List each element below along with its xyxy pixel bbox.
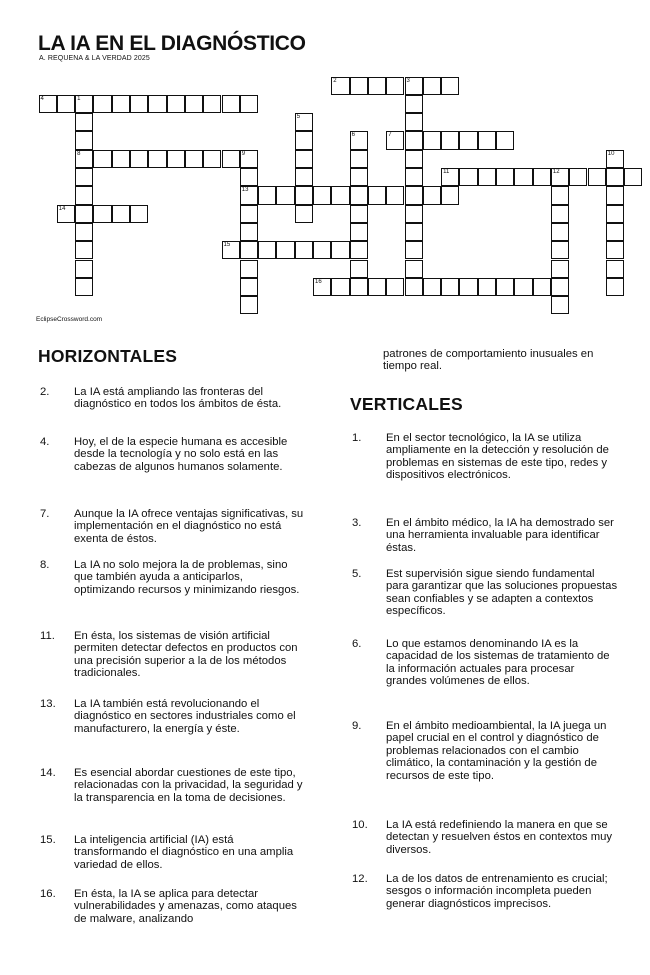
grid-cell[interactable] — [606, 168, 624, 186]
grid-cell[interactable] — [203, 150, 221, 168]
grid-cell[interactable] — [551, 205, 569, 223]
grid-cell[interactable] — [405, 223, 423, 241]
grid-cell[interactable] — [130, 205, 148, 223]
grid-cell[interactable] — [222, 150, 240, 168]
grid-cell[interactable] — [331, 241, 349, 259]
grid-cell[interactable] — [496, 131, 514, 149]
grid-cell[interactable] — [368, 77, 386, 95]
grid-cell[interactable] — [295, 168, 313, 186]
grid-cell[interactable] — [386, 77, 404, 95]
grid-cell[interactable] — [368, 186, 386, 204]
grid-cell[interactable] — [93, 150, 111, 168]
grid-cell[interactable] — [203, 95, 221, 113]
grid-cell[interactable] — [606, 260, 624, 278]
grid-cell[interactable] — [478, 131, 496, 149]
clue-number: 6. — [352, 638, 362, 650]
grid-cell[interactable] — [606, 223, 624, 241]
clue-text: La IA está ampliando las fronteras del diagnóstico en todos los ámbitos de ésta. — [74, 386, 282, 411]
grid-cell[interactable] — [386, 131, 404, 149]
grid-cell[interactable] — [75, 168, 93, 186]
grid-cell[interactable] — [75, 223, 93, 241]
grid-cell[interactable] — [496, 168, 514, 186]
grid-cell[interactable] — [295, 131, 313, 149]
grid-cell[interactable] — [240, 95, 258, 113]
cell-number: 10 — [607, 150, 615, 157]
grid-cell[interactable] — [130, 95, 148, 113]
grid-cell[interactable] — [405, 278, 423, 296]
clue-number: 10. — [352, 819, 368, 831]
grid-cell[interactable] — [551, 260, 569, 278]
clue-text: Hoy, el de la especie humana es accesible desde la tecnología y no solo está en las cabezas de algunos humanos solamente. — [74, 436, 288, 473]
grid-cell[interactable] — [405, 131, 423, 149]
clue-number: 4. — [40, 436, 50, 448]
cell-number: 14 — [58, 205, 66, 212]
grid-cell[interactable] — [295, 205, 313, 223]
grid-cell[interactable] — [75, 186, 93, 204]
clue-number: 12. — [352, 873, 368, 885]
clue-number: 3. — [352, 517, 362, 529]
cell-number: 7 — [388, 132, 392, 139]
grid-cell[interactable] — [551, 168, 569, 186]
grid-cell[interactable] — [350, 150, 368, 168]
grid-cell[interactable] — [405, 168, 423, 186]
clue-number: 13. — [40, 698, 56, 710]
grid-cell[interactable] — [405, 260, 423, 278]
grid-cell[interactable] — [112, 95, 130, 113]
grid-cell[interactable] — [350, 205, 368, 223]
grid-cell[interactable] — [606, 205, 624, 223]
grid-cell[interactable] — [405, 77, 423, 95]
grid-cell[interactable] — [313, 278, 331, 296]
cell-number: 9 — [241, 150, 246, 157]
grid-cell[interactable] — [295, 150, 313, 168]
cell-number: 15 — [223, 242, 231, 249]
grid-cell[interactable] — [240, 168, 258, 186]
clue-text: En ésta, la IA se aplica para detectar vulnerabilidades y amenazas, como ataques de malware, analizando — [74, 888, 297, 925]
clue-text: Es esencial abordar cuestiones de este tipo, relacionadas con la privacidad, la seguridad y la transparencia en la toma de decisiones. — [74, 767, 303, 804]
clue-text: La inteligencia artificial (IA) está transformando el diagnóstico en una amplia variedad de ellos. — [74, 834, 294, 871]
grid-cell[interactable] — [295, 113, 313, 131]
grid-cell[interactable] — [331, 278, 349, 296]
down-heading: VERTICALES — [350, 394, 463, 414]
grid-cell[interactable] — [533, 168, 551, 186]
cell-number: 4 — [40, 95, 44, 102]
grid-cell[interactable] — [423, 278, 441, 296]
grid-cell[interactable] — [258, 186, 276, 204]
grid-cell[interactable] — [148, 150, 166, 168]
grid-cell[interactable] — [295, 186, 313, 204]
grid-cell[interactable] — [405, 205, 423, 223]
grid-cell[interactable] — [350, 278, 368, 296]
grid-cell[interactable] — [606, 150, 624, 168]
grid-cell[interactable] — [222, 95, 240, 113]
grid-cell[interactable] — [405, 241, 423, 259]
clue-text: Lo que estamos denominando IA es la capacidad de los sistemas de tratamiento de la información actuales para procesar grandes volúmenes de ellos. — [386, 638, 610, 688]
clue-text: En ésta, los sistemas de visión artificial permiten detectar defectos en productos con una precisión superior a la de los métodos tradicionales. — [74, 630, 298, 680]
grid-cell[interactable] — [112, 205, 130, 223]
grid-cell[interactable] — [75, 131, 93, 149]
grid-cell[interactable] — [295, 241, 313, 259]
grid-cell[interactable] — [405, 150, 423, 168]
grid-cell[interactable] — [551, 223, 569, 241]
puzzle-subtitle: A. REQUENA & LA VERDAD 2025 — [39, 55, 150, 62]
grid-cell[interactable] — [441, 168, 459, 186]
clue-text: Aunque la IA ofrece ventajas significativas, su implementación en el diagnóstico no está exenta de éstos. — [74, 508, 304, 545]
cell-number: 3 — [406, 77, 410, 84]
clue-number: 11. — [40, 630, 55, 642]
grid-cell[interactable] — [588, 168, 606, 186]
grid-cell[interactable] — [350, 186, 368, 204]
grid-cell[interactable] — [57, 95, 75, 113]
grid-cell[interactable] — [331, 186, 349, 204]
grid-cell[interactable] — [551, 296, 569, 314]
grid-cell[interactable] — [350, 223, 368, 241]
grid-cell[interactable] — [75, 150, 93, 168]
grid-cell[interactable] — [533, 278, 551, 296]
grid-cell[interactable] — [478, 278, 496, 296]
grid-cell[interactable] — [75, 278, 93, 296]
grid-cell[interactable] — [386, 278, 404, 296]
grid-cell[interactable] — [185, 150, 203, 168]
grid-cell[interactable] — [350, 131, 368, 149]
grid-cell[interactable] — [240, 296, 258, 314]
grid-cell[interactable] — [350, 260, 368, 278]
grid-cell[interactable] — [459, 168, 477, 186]
grid-cell[interactable] — [441, 278, 459, 296]
grid-cell[interactable] — [75, 113, 93, 131]
grid-cell[interactable] — [551, 241, 569, 259]
grid-cell[interactable] — [167, 95, 185, 113]
grid-cell[interactable] — [331, 77, 349, 95]
grid-cell[interactable] — [240, 186, 258, 204]
clue-text: En el ámbito médico, la IA ha demostrado ser una herramienta invaluable para identificar éstas. — [386, 517, 614, 554]
grid-cell[interactable] — [130, 150, 148, 168]
grid-cell[interactable] — [240, 260, 258, 278]
clue-text: Est supervisión sigue siendo fundamental para garantizar que las soluciones propuestas sean confiables y se adapten a contextos específicos. — [386, 568, 618, 618]
clue-text: En el sector tecnológico, la IA se utiliza ampliamente en la detección y resolución de problemas en sistemas de este tipo, redes y dispositivos electrónicos. — [386, 432, 609, 482]
grid-cell[interactable] — [606, 278, 624, 296]
clue-text: La de los datos de entrenamiento es crucial; sesgos o información incompleta pueden generar diagnósticos imprecisos. — [386, 873, 608, 910]
grid-cell[interactable] — [222, 241, 240, 259]
cell-number: 6 — [351, 132, 355, 139]
grid-cell[interactable] — [75, 241, 93, 259]
grid-cell[interactable] — [496, 278, 514, 296]
clue-number: 8. — [40, 559, 50, 571]
grid-cell[interactable] — [350, 77, 368, 95]
cell-number: 13 — [241, 187, 249, 194]
cell-number: 12 — [552, 169, 560, 175]
grid-cell[interactable] — [185, 95, 203, 113]
cell-number: 11 — [443, 169, 450, 175]
grid-cell[interactable] — [313, 186, 331, 204]
clue-number: 1. — [352, 432, 362, 444]
clue-number: 7. — [40, 508, 50, 520]
grid-cell[interactable] — [75, 260, 93, 278]
grid-cell[interactable] — [606, 186, 624, 204]
grid-cell[interactable] — [240, 223, 258, 241]
grid-cell[interactable] — [75, 205, 93, 223]
grid-cell[interactable] — [75, 95, 93, 113]
grid-cell[interactable] — [276, 186, 294, 204]
grid-cell[interactable] — [441, 186, 459, 204]
clue-number: 16. — [40, 888, 56, 900]
grid-cell[interactable] — [405, 95, 423, 113]
grid-cell[interactable] — [405, 186, 423, 204]
clue-number: 14. — [40, 767, 56, 779]
grid-cell[interactable] — [569, 168, 587, 186]
clue-number: 9. — [352, 720, 362, 732]
grid-cell[interactable] — [423, 77, 441, 95]
grid-cell[interactable] — [57, 205, 75, 223]
grid-cell[interactable] — [276, 241, 294, 259]
crossword-grid — [0, 0, 650, 320]
cell-number: 5 — [296, 114, 301, 121]
across-clue-continuation: patrones de comportamiento inusuales en tiempo real. — [383, 348, 594, 373]
cell-number: 16 — [315, 278, 322, 285]
clue-text: En el ámbito medioambiental, la IA juega un papel crucial en el control y diagnóstico de problemas relacionados con el cambio climático, la contaminación y la gestión de recursos de este tipo. — [386, 720, 607, 782]
grid-cell[interactable] — [551, 278, 569, 296]
clue-number: 15. — [40, 834, 56, 846]
grid-cell[interactable] — [514, 278, 532, 296]
grid-cell[interactable] — [551, 186, 569, 204]
grid-cell[interactable] — [148, 95, 166, 113]
clue-text: La IA está redefiniendo la manera en que se detectan y resuelven éstos en contextos muy diversos. — [386, 819, 613, 856]
grid-cell[interactable] — [459, 278, 477, 296]
grid-cell[interactable] — [240, 241, 258, 259]
cell-number: 1 — [77, 95, 81, 102]
grid-cell[interactable] — [167, 150, 185, 168]
clue-text: La IA también está revolucionando el diagnóstico en sectores industriales como el manufacturero, la energía y éste. — [74, 698, 296, 735]
grid-cell[interactable] — [39, 95, 57, 113]
grid-cell[interactable] — [350, 241, 368, 259]
grid-cell[interactable] — [478, 168, 496, 186]
grid-cell[interactable] — [240, 205, 258, 223]
cell-number: 8 — [77, 150, 81, 157]
clue-number: 5. — [352, 568, 362, 580]
grid-cell[interactable] — [606, 241, 624, 259]
grid-cell[interactable] — [93, 205, 111, 223]
grid-cell[interactable] — [258, 241, 276, 259]
cell-number: 2 — [333, 77, 337, 84]
grid-cell[interactable] — [368, 278, 386, 296]
grid-cell[interactable] — [423, 131, 441, 149]
grid-cell[interactable] — [350, 168, 368, 186]
grid-cell[interactable] — [514, 168, 532, 186]
grid-cell[interactable] — [386, 186, 404, 204]
grid-cell[interactable] — [441, 131, 459, 149]
grid-cell[interactable] — [93, 95, 111, 113]
grid-cell[interactable] — [459, 131, 477, 149]
grid-cell[interactable] — [112, 150, 130, 168]
clue-text: La IA no solo mejora la de problemas, sino que también ayuda a anticiparlos, optimizando recursos y minimizando riesgos. — [74, 559, 300, 596]
grid-cell[interactable] — [624, 168, 642, 186]
grid-cell[interactable] — [313, 241, 331, 259]
clue-number: 2. — [40, 386, 50, 398]
grid-cell[interactable] — [441, 77, 459, 95]
across-heading: HORIZONTALES — [38, 346, 178, 366]
grid-cell[interactable] — [423, 186, 441, 204]
puzzle-title: LA IA EN EL DIAGNÓSTICO — [38, 32, 306, 55]
source-credit: EclipseCrossword.com — [36, 316, 103, 323]
grid-cell[interactable] — [405, 113, 423, 131]
grid-cell[interactable] — [240, 150, 258, 168]
grid-cell[interactable] — [240, 278, 258, 296]
